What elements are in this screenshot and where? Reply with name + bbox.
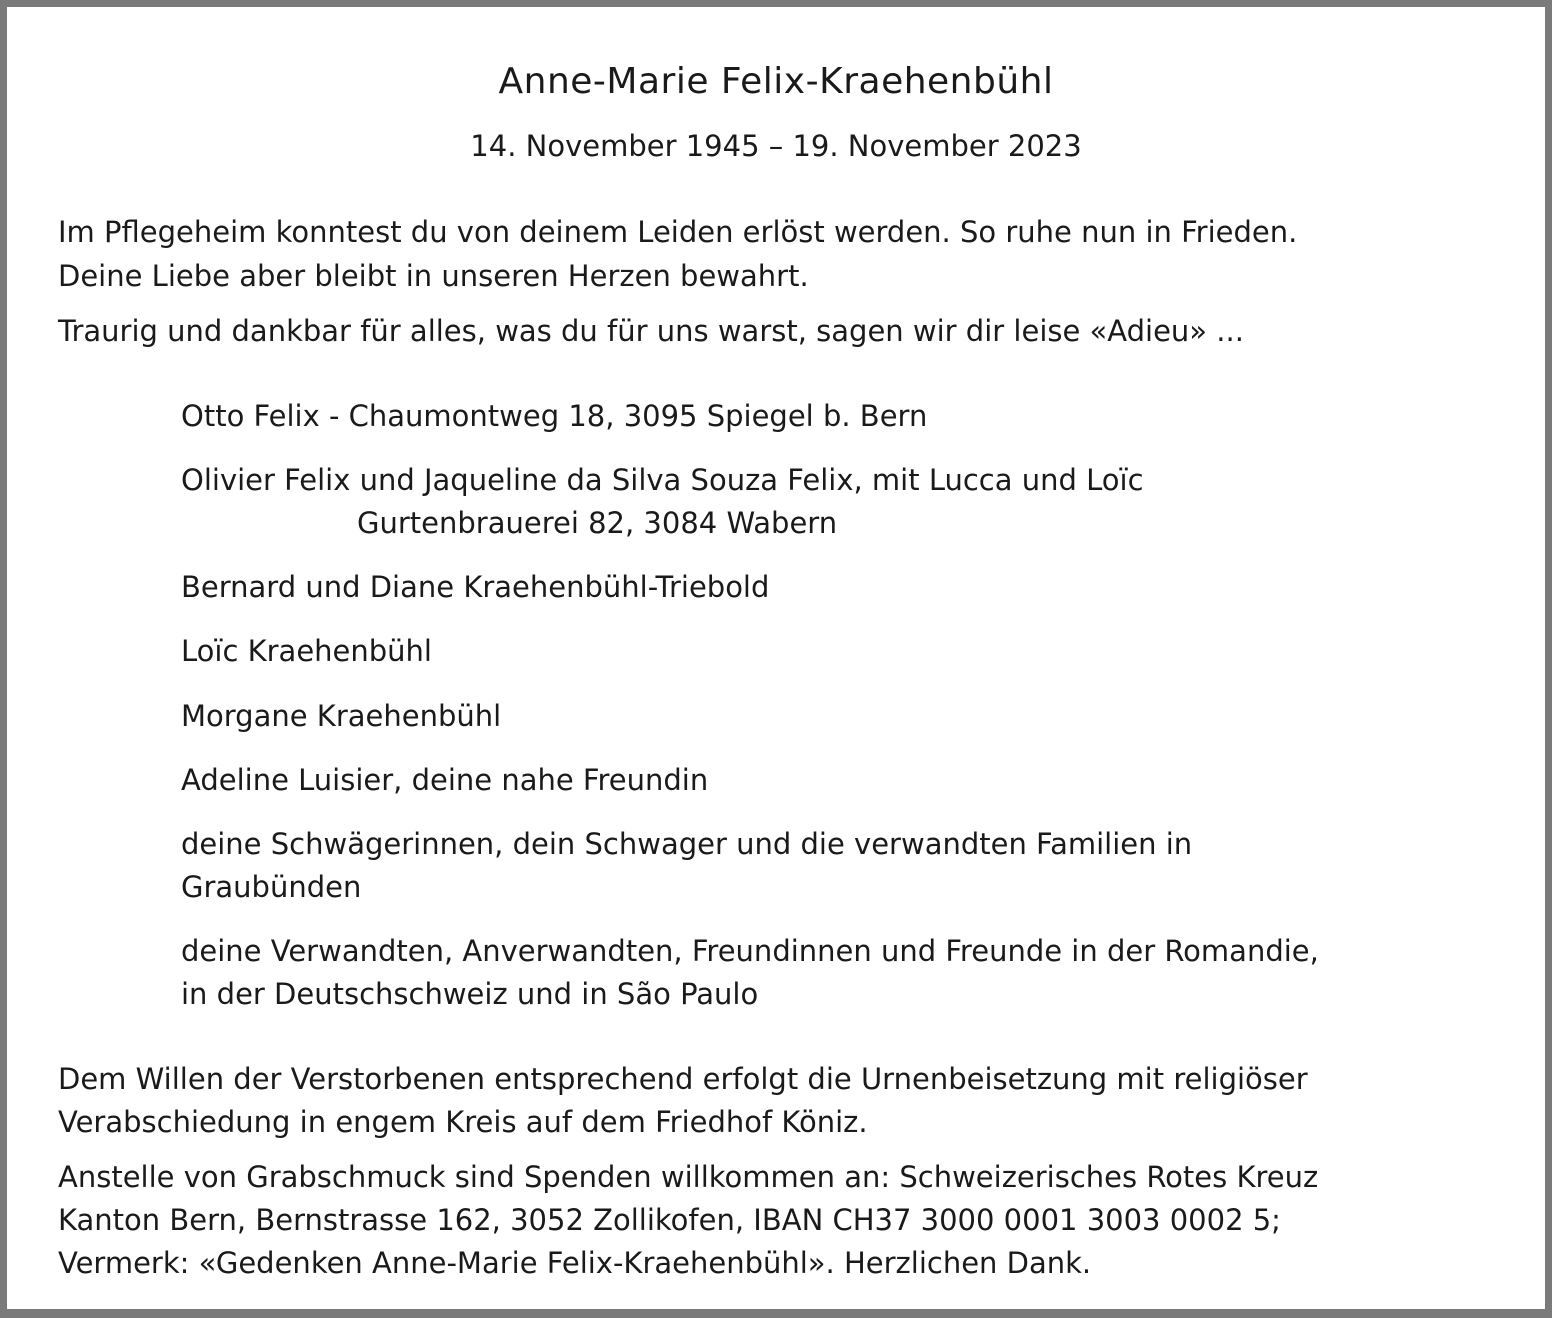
intro-line-3: Traurig und dankbar für alles, was du für uns warst, sagen wir dir leise «Adieu» ... bbox=[58, 314, 1244, 348]
deceased-name: Anne-Marie Felix-Kraehenbühl bbox=[498, 61, 1054, 102]
burial-line-1: Dem Willen der Verstorbenen entsprechend erfolgt die Urnenbeisetzung mit religiöser bbox=[58, 1062, 1308, 1096]
mourner-otto-felix: Otto Felix - Chaumontweg 18, 3095 Spiegel b. Bern bbox=[181, 399, 928, 433]
mourner-relatives-line-2: Graubünden bbox=[181, 870, 362, 904]
mourner-morgane: Morgane Kraehenbühl bbox=[181, 699, 502, 733]
mourner-bernard-diane: Bernard und Diane Kraehenbühl-Triebold bbox=[181, 570, 770, 604]
intro-line-2: Deine Liebe aber bleibt in unseren Herzen bewahrt. bbox=[58, 259, 809, 293]
mourner-loic: Loïc Kraehenbühl bbox=[181, 634, 432, 668]
mourner-adeline: Adeline Luisier, deine nahe Freundin bbox=[181, 763, 709, 797]
life-dates: 14. November 1945 – 19. November 2023 bbox=[470, 129, 1082, 163]
mourner-olivier-felix: Olivier Felix und Jaqueline da Silva Souza Felix, mit Lucca und Loïc bbox=[181, 463, 1144, 497]
mourner-friends-line-2: in der Deutschschweiz und in São Paulo bbox=[181, 977, 759, 1011]
intro-line-1: Im Pflegeheim konntest du von deinem Leiden erlöst werden. So ruhe nun in Frieden. bbox=[58, 215, 1298, 249]
donation-line-3: Vermerk: «Gedenken Anne-Marie Felix-Kraehenbühl». Herzlichen Dank. bbox=[58, 1246, 1092, 1280]
burial-line-2: Verabschiedung in engem Kreis auf dem Friedhof Köniz. bbox=[58, 1105, 868, 1139]
donation-line-1: Anstelle von Grabschmuck sind Spenden willkommen an: Schweizerisches Rotes Kreuz bbox=[58, 1160, 1319, 1194]
mourner-olivier-address: Gurtenbrauerei 82, 3084 Wabern bbox=[357, 506, 838, 540]
donation-line-2: Kanton Bern, Bernstrasse 162, 3052 Zollikofen, IBAN CH37 3000 0001 3003 0002 5; bbox=[58, 1203, 1281, 1237]
mourner-relatives-line-1: deine Schwägerinnen, dein Schwager und die verwandten Familien in bbox=[181, 827, 1193, 861]
mourner-friends-line-1: deine Verwandten, Anverwandten, Freundinnen und Freunde in der Romandie, bbox=[181, 934, 1319, 968]
